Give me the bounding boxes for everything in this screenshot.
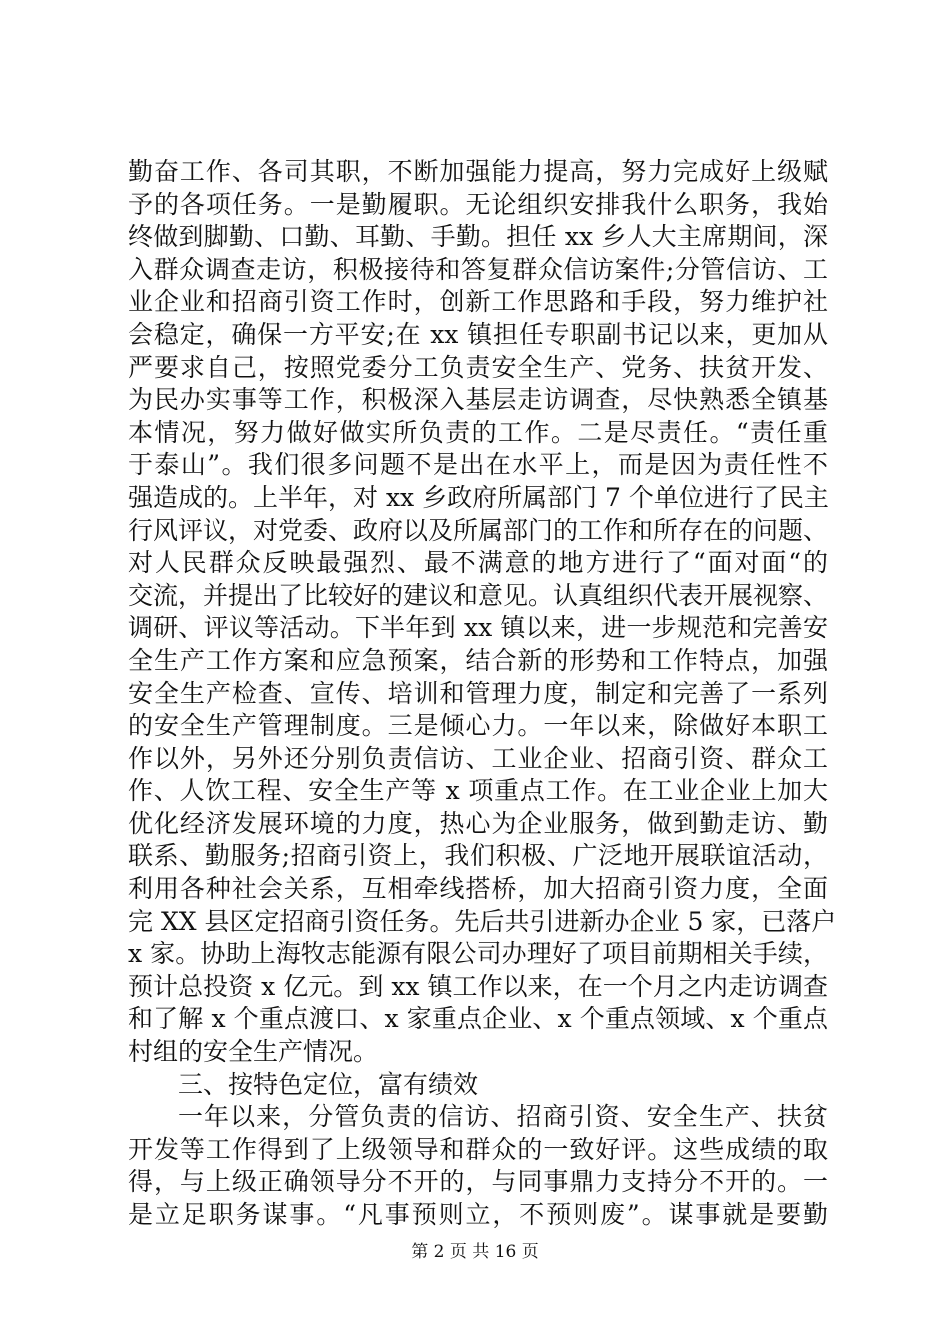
text-line: 强造成的。上半年，对 xx 乡政府所属部门 7 个单位进行了民主: [128, 482, 829, 512]
text-line: 会稳定，确保一方平安;在 xx 镇担任专职副书记以来，更加从: [128, 319, 828, 349]
text-line: 优化经济发展环境的力度，热心为企业服务，做到勤走访、勤: [128, 808, 828, 838]
text-line: 是立足职务谋事。“凡事预则立，不预则废”。谋事就是要勤: [128, 1200, 828, 1229]
text-line: 严要求自己，按照党委分工负责安全生产、党务、扶贫开发、: [128, 352, 828, 382]
text-line: 和了解 x 个重点渡口、x 家重点企业、x 个重点领域、x 个重点: [128, 1004, 828, 1034]
body-text: [128, 156, 837, 1232]
text-line: 的安全生产管理制度。三是倾心力。一年以来，除做好本职工: [128, 711, 828, 741]
text-line: 交流，并提出了比较好的建议和意见。认真组织代表开展视察、: [128, 580, 829, 610]
text-line: 行风评议，对党委、政府以及所属部门的工作和所存在的问题、: [128, 515, 829, 545]
text-line: 联系、勤服务;招商引资上，我们积极、广泛地开展联谊活动，: [128, 841, 828, 871]
text-line: 勤奋工作、各司其职，不断加强能力提高，努力完成好上级赋: [128, 157, 828, 186]
text-line: 为民办实事等工作，积极深入基层走访调查，尽快熟悉全镇基: [128, 385, 828, 415]
text-line: x 家。协助上海牧志能源有限公司办理好了项目前期相关手续，: [128, 939, 828, 969]
text-line: 予的各项任务。一是勤履职。无论组织安排我什么职务，我始: [128, 189, 828, 219]
text-line: 终做到脚勤、口勤、耳勤、手勤。担任 xx 乡人大主席期间，深: [128, 222, 828, 252]
text-line: 得，与上级正确领导分不开的，与同事鼎力支持分不开的。一: [128, 1167, 828, 1197]
text-line: 安全生产检查、宣传、培训和管理力度，制定和完善了一系列: [128, 678, 828, 708]
text-line: 本情况，努力做好做实所负责的工作。二是尽责任。“责任重: [128, 417, 828, 447]
text-line: 利用各种社会关系，互相牵线搭桥，加大招商引资力度，全面: [128, 874, 828, 904]
text-line: 作、人饮工程、安全生产等 x 项重点工作。在工业企业上加大: [128, 776, 828, 806]
text-line: 预计总投资 x 亿元。到 xx 镇工作以来，在一个月之内走访调查: [128, 971, 828, 1001]
text-line: 作以外，另外还分别负责信访、工业企业、招商引资、群众工: [128, 743, 828, 773]
text-line: 于泰山”。我们很多问题不是出在水平上，而是因为责任性不: [128, 450, 828, 480]
text-line: 村组的安全生产情况。: [128, 1037, 379, 1067]
text-line: 调研、评议等活动。下半年到 xx 镇以来，进一步规范和完善安: [128, 613, 828, 643]
text-line: 全生产工作方案和应急预案，结合新的形势和工作特点，加强: [128, 645, 828, 675]
text-line: 入群众调查走访，积极接待和答复群众信访案件;分管信访、工: [128, 254, 828, 284]
text-line: 业企业和招商引资工作时，创新工作思路和手段，努力维护社: [128, 287, 828, 317]
text-line: 一年以来，分管负责的信访、招商引资、安全生产、扶贫: [178, 1102, 828, 1132]
page-footer: 第 2 页 共 16 页: [411, 1242, 539, 1262]
section-heading: 三、按特色定位，富有绩效: [178, 1069, 479, 1099]
text-line: 开发等工作得到了上级领导和群众的一致好评。这些成绩的取: [128, 1134, 828, 1164]
text-line: 对人民群众反映最强烈、最不满意的地方进行了“面对面“的: [128, 548, 828, 578]
text-line: 完 XX 县区定招商引资任务。先后共引进新办企业 5 家，已落户: [128, 906, 837, 936]
